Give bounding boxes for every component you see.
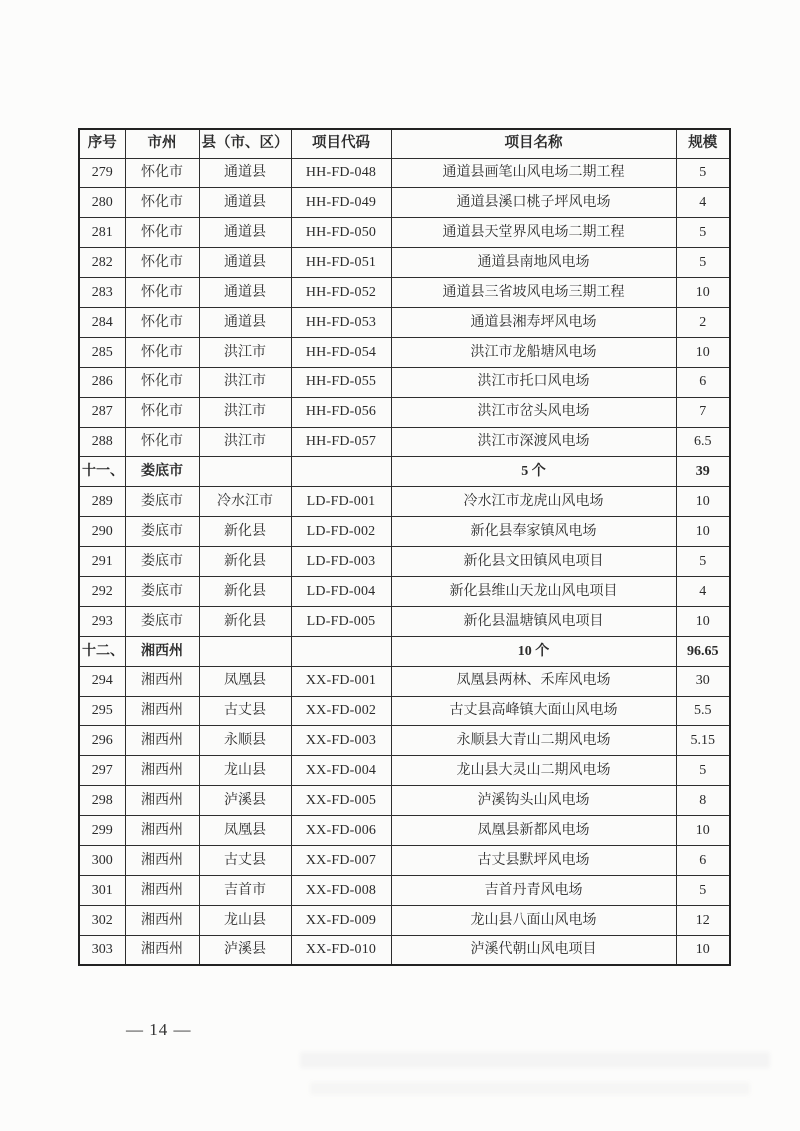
cell-scale: 10 xyxy=(676,337,730,367)
table-row xyxy=(79,935,730,965)
cell-scale: 5 xyxy=(676,248,730,278)
cell-city: 怀化市 xyxy=(125,337,199,367)
cell-city: 娄底市 xyxy=(125,576,199,606)
table-row xyxy=(79,427,730,457)
cell-county: 泸溪县 xyxy=(199,935,291,965)
cell-code: HH-FD-052 xyxy=(291,278,391,308)
cell-county: 洪江市 xyxy=(199,397,291,427)
cell-index: 289 xyxy=(79,487,125,517)
cell-county: 龙山县 xyxy=(199,756,291,786)
col-header-county: 县（市、区） xyxy=(199,129,291,158)
cell-index: 284 xyxy=(79,307,125,337)
col-header-city: 市州 xyxy=(125,129,199,158)
cell-name: 龙山县八面山风电场 xyxy=(391,905,676,935)
cell-scale: 5 xyxy=(676,756,730,786)
cell-name: 洪江市龙船塘风电场 xyxy=(391,337,676,367)
cell-name: 吉首丹青风电场 xyxy=(391,875,676,905)
cell-name: 通道县三省坡风电场三期工程 xyxy=(391,278,676,308)
cell-city: 怀化市 xyxy=(125,248,199,278)
cell-city: 怀化市 xyxy=(125,397,199,427)
cell-code: XX-FD-003 xyxy=(291,726,391,756)
cell-name: 通道县南地风电场 xyxy=(391,248,676,278)
cell-code: XX-FD-005 xyxy=(291,786,391,816)
cell-code: HH-FD-056 xyxy=(291,397,391,427)
cell-scale: 10 xyxy=(676,935,730,965)
col-header-index: 序号 xyxy=(79,129,125,158)
cell-index: 297 xyxy=(79,756,125,786)
cell-name: 洪江市托口风电场 xyxy=(391,367,676,397)
table-row xyxy=(79,666,730,696)
cell-code: HH-FD-051 xyxy=(291,248,391,278)
cell-index: 286 xyxy=(79,367,125,397)
table-row xyxy=(79,875,730,905)
cell-county: 新化县 xyxy=(199,517,291,547)
cell-county: 吉首市 xyxy=(199,875,291,905)
table-row xyxy=(79,547,730,577)
cell-code: LD-FD-002 xyxy=(291,517,391,547)
cell-scale: 39 xyxy=(676,457,730,487)
cell-scale: 2 xyxy=(676,307,730,337)
cell-city: 怀化市 xyxy=(125,158,199,188)
table-row xyxy=(79,367,730,397)
cell-index: 299 xyxy=(79,816,125,846)
table-row xyxy=(79,307,730,337)
cell-city: 湘西州 xyxy=(125,935,199,965)
table-row xyxy=(79,158,730,188)
cell-scale: 5 xyxy=(676,875,730,905)
scan-bleed-artifact xyxy=(300,1052,770,1068)
cell-scale: 10 xyxy=(676,278,730,308)
cell-name: 新化县维山天龙山风电项目 xyxy=(391,576,676,606)
cell-code: LD-FD-001 xyxy=(291,487,391,517)
cell-index: 279 xyxy=(79,158,125,188)
cell-name: 龙山县大灵山二期风电场 xyxy=(391,756,676,786)
cell-code: XX-FD-007 xyxy=(291,845,391,875)
cell-county: 永顺县 xyxy=(199,726,291,756)
cell-name: 冷水江市龙虎山风电场 xyxy=(391,487,676,517)
table-row xyxy=(79,248,730,278)
cell-index: 294 xyxy=(79,666,125,696)
table-row xyxy=(79,487,730,517)
cell-index: 十二、 xyxy=(79,636,125,666)
cell-name: 5 个 xyxy=(391,457,676,487)
cell-city: 怀化市 xyxy=(125,427,199,457)
cell-scale: 10 xyxy=(676,606,730,636)
cell-county: 古丈县 xyxy=(199,845,291,875)
cell-name: 新化县文田镇风电项目 xyxy=(391,547,676,577)
cell-index: 293 xyxy=(79,606,125,636)
cell-county: 通道县 xyxy=(199,278,291,308)
cell-code: HH-FD-049 xyxy=(291,188,391,218)
cell-name: 新化县温塘镇风电项目 xyxy=(391,606,676,636)
cell-index: 283 xyxy=(79,278,125,308)
cell-city: 娄底市 xyxy=(125,606,199,636)
cell-scale: 10 xyxy=(676,816,730,846)
table-row xyxy=(79,218,730,248)
cell-scale: 6 xyxy=(676,367,730,397)
cell-scale: 8 xyxy=(676,786,730,816)
cell-scale: 7 xyxy=(676,397,730,427)
cell-county xyxy=(199,636,291,666)
col-header-code: 项目代码 xyxy=(291,129,391,158)
cell-name: 凤凰县新都风电场 xyxy=(391,816,676,846)
cell-code: HH-FD-054 xyxy=(291,337,391,367)
cell-index: 285 xyxy=(79,337,125,367)
cell-city: 湘西州 xyxy=(125,666,199,696)
cell-scale: 5.15 xyxy=(676,726,730,756)
cell-code: XX-FD-002 xyxy=(291,696,391,726)
cell-city: 湘西州 xyxy=(125,756,199,786)
cell-scale: 12 xyxy=(676,905,730,935)
table-row xyxy=(79,188,730,218)
scan-bleed-artifact xyxy=(310,1082,750,1095)
cell-code: HH-FD-057 xyxy=(291,427,391,457)
cell-city: 湘西州 xyxy=(125,845,199,875)
cell-index: 280 xyxy=(79,188,125,218)
cell-code: HH-FD-055 xyxy=(291,367,391,397)
cell-scale: 5 xyxy=(676,547,730,577)
table-row xyxy=(79,786,730,816)
cell-code: XX-FD-004 xyxy=(291,756,391,786)
cell-city: 怀化市 xyxy=(125,188,199,218)
table-row xyxy=(79,726,730,756)
cell-name: 10 个 xyxy=(391,636,676,666)
cell-index: 301 xyxy=(79,875,125,905)
table-row xyxy=(79,636,730,666)
cell-county: 龙山县 xyxy=(199,905,291,935)
cell-county xyxy=(199,457,291,487)
cell-code: HH-FD-050 xyxy=(291,218,391,248)
cell-county: 通道县 xyxy=(199,218,291,248)
cell-code: XX-FD-008 xyxy=(291,875,391,905)
cell-index: 十一、 xyxy=(79,457,125,487)
cell-code xyxy=(291,457,391,487)
table-row xyxy=(79,517,730,547)
cell-scale: 5 xyxy=(676,218,730,248)
cell-county: 洪江市 xyxy=(199,427,291,457)
cell-code xyxy=(291,636,391,666)
cell-code: LD-FD-005 xyxy=(291,606,391,636)
cell-name: 泸溪代朝山风电项目 xyxy=(391,935,676,965)
cell-city: 湘西州 xyxy=(125,696,199,726)
cell-scale: 5.5 xyxy=(676,696,730,726)
table-body xyxy=(79,158,730,965)
cell-county: 冷水江市 xyxy=(199,487,291,517)
cell-index: 300 xyxy=(79,845,125,875)
cell-name: 通道县湘寿坪风电场 xyxy=(391,307,676,337)
cell-scale: 6.5 xyxy=(676,427,730,457)
cell-code: HH-FD-053 xyxy=(291,307,391,337)
table-row xyxy=(79,845,730,875)
cell-index: 288 xyxy=(79,427,125,457)
cell-scale: 6 xyxy=(676,845,730,875)
table-row xyxy=(79,905,730,935)
col-header-scale: 规模 xyxy=(676,129,730,158)
cell-city: 娄底市 xyxy=(125,487,199,517)
cell-city: 怀化市 xyxy=(125,218,199,248)
cell-city: 湘西州 xyxy=(125,636,199,666)
cell-county: 新化县 xyxy=(199,606,291,636)
cell-name: 古丈县默坪风电场 xyxy=(391,845,676,875)
table-header-row xyxy=(79,129,730,158)
cell-city: 怀化市 xyxy=(125,307,199,337)
cell-city: 娄底市 xyxy=(125,547,199,577)
cell-county: 洪江市 xyxy=(199,367,291,397)
cell-index: 291 xyxy=(79,547,125,577)
cell-city: 怀化市 xyxy=(125,278,199,308)
cell-index: 282 xyxy=(79,248,125,278)
cell-code: LD-FD-003 xyxy=(291,547,391,577)
col-header-name: 项目名称 xyxy=(391,129,676,158)
cell-scale: 10 xyxy=(676,517,730,547)
cell-county: 泸溪县 xyxy=(199,786,291,816)
page-number: — 14 — xyxy=(126,1020,192,1039)
cell-code: XX-FD-009 xyxy=(291,905,391,935)
cell-city: 湘西州 xyxy=(125,726,199,756)
cell-county: 古丈县 xyxy=(199,696,291,726)
cell-city: 湘西州 xyxy=(125,875,199,905)
cell-city: 湘西州 xyxy=(125,905,199,935)
cell-name: 泸溪钩头山风电场 xyxy=(391,786,676,816)
table-row xyxy=(79,337,730,367)
cell-index: 303 xyxy=(79,935,125,965)
cell-name: 洪江市深渡风电场 xyxy=(391,427,676,457)
cell-name: 新化县奉家镇风电场 xyxy=(391,517,676,547)
cell-county: 新化县 xyxy=(199,576,291,606)
cell-scale: 4 xyxy=(676,188,730,218)
cell-name: 通道县天堂界风电场二期工程 xyxy=(391,218,676,248)
cell-city: 娄底市 xyxy=(125,457,199,487)
cell-index: 302 xyxy=(79,905,125,935)
cell-county: 新化县 xyxy=(199,547,291,577)
cell-city: 娄底市 xyxy=(125,517,199,547)
cell-name: 洪江市岔头风电场 xyxy=(391,397,676,427)
table-row xyxy=(79,606,730,636)
cell-index: 298 xyxy=(79,786,125,816)
cell-city: 湘西州 xyxy=(125,816,199,846)
cell-name: 通道县溪口桃子坪风电场 xyxy=(391,188,676,218)
cell-county: 通道县 xyxy=(199,248,291,278)
cell-code: XX-FD-006 xyxy=(291,816,391,846)
cell-index: 296 xyxy=(79,726,125,756)
cell-name: 通道县画笔山风电场二期工程 xyxy=(391,158,676,188)
table-row xyxy=(79,397,730,427)
table-row xyxy=(79,278,730,308)
cell-county: 通道县 xyxy=(199,158,291,188)
cell-code: XX-FD-001 xyxy=(291,666,391,696)
table-row xyxy=(79,576,730,606)
cell-index: 292 xyxy=(79,576,125,606)
cell-scale: 30 xyxy=(676,666,730,696)
wind-project-table xyxy=(78,128,731,966)
cell-city: 怀化市 xyxy=(125,367,199,397)
cell-county: 通道县 xyxy=(199,188,291,218)
cell-county: 洪江市 xyxy=(199,337,291,367)
cell-name: 古丈县高峰镇大面山风电场 xyxy=(391,696,676,726)
cell-code: HH-FD-048 xyxy=(291,158,391,188)
cell-scale: 10 xyxy=(676,487,730,517)
cell-city: 湘西州 xyxy=(125,786,199,816)
cell-scale: 96.65 xyxy=(676,636,730,666)
cell-code: XX-FD-010 xyxy=(291,935,391,965)
table-row xyxy=(79,457,730,487)
cell-index: 287 xyxy=(79,397,125,427)
cell-county: 通道县 xyxy=(199,307,291,337)
cell-index: 290 xyxy=(79,517,125,547)
cell-name: 永顺县大青山二期风电场 xyxy=(391,726,676,756)
cell-scale: 5 xyxy=(676,158,730,188)
cell-county: 凤凰县 xyxy=(199,666,291,696)
cell-index: 295 xyxy=(79,696,125,726)
cell-county: 凤凰县 xyxy=(199,816,291,846)
cell-index: 281 xyxy=(79,218,125,248)
table-row xyxy=(79,696,730,726)
table-row xyxy=(79,756,730,786)
cell-name: 凤凰县两林、禾库风电场 xyxy=(391,666,676,696)
cell-code: LD-FD-004 xyxy=(291,576,391,606)
cell-scale: 4 xyxy=(676,576,730,606)
table-row xyxy=(79,816,730,846)
